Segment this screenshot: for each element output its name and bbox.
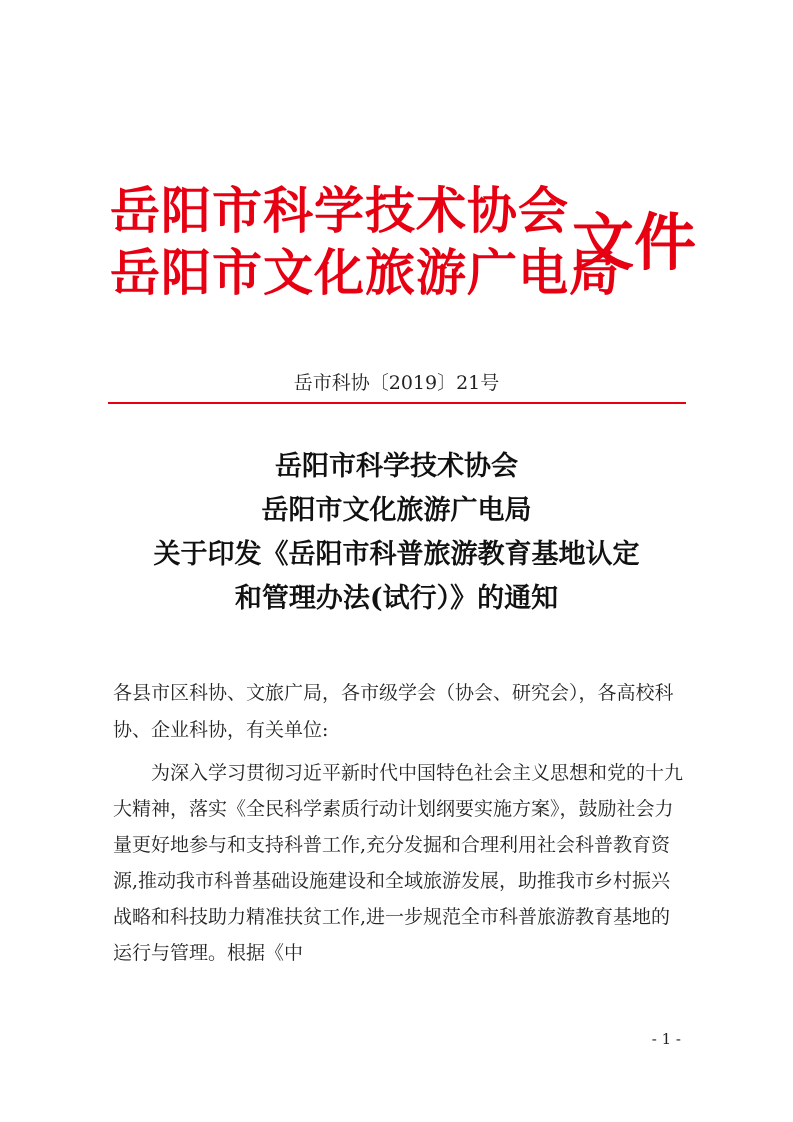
body-paragraph: 为深入学习贯彻习近平新时代中国特色社会主义思想和党的十九大精神，落实《全民科学素质行动计划纲要实施方案》，鼓励社会力量更好地参与和支持科普工作,充分发掘和合理利用社会科普教育资源,推动我市科普基础设施建设和全域旅游发展，助推我市乡村振兴战略和科技助力精准扶贫工作,进一步规范全市科普旅游教育基地的运行与管理。根据《中: [113, 762, 684, 964]
red-divider: [108, 402, 686, 404]
salutation: 各县市区科协、文旅广局，各市级学会（协会、研究会），各高校科协、企业科协，有关单位:: [113, 682, 674, 741]
issuer-block: [110, 180, 620, 304]
title-line-3: 关于印发《岳阳市科普旅游教育基地认定: [153, 539, 640, 570]
notice-title: [0, 445, 793, 621]
title-line-4: 和管理办法(试行）》的通知: [234, 583, 559, 614]
page-number: - 1 -: [651, 1030, 681, 1048]
title-line-2: 岳阳市文化旅游广电局: [261, 495, 532, 526]
document-number: 岳市科协〔2019〕21号: [293, 372, 500, 394]
issuer-name-2: 岳阳市文化旅游广电局: [110, 243, 620, 302]
title-line-1: 岳阳市科学技术协会: [275, 451, 518, 482]
document-suffix: 文件: [572, 206, 697, 279]
issuer-name-1: 岳阳市科学技术协会: [110, 181, 569, 240]
